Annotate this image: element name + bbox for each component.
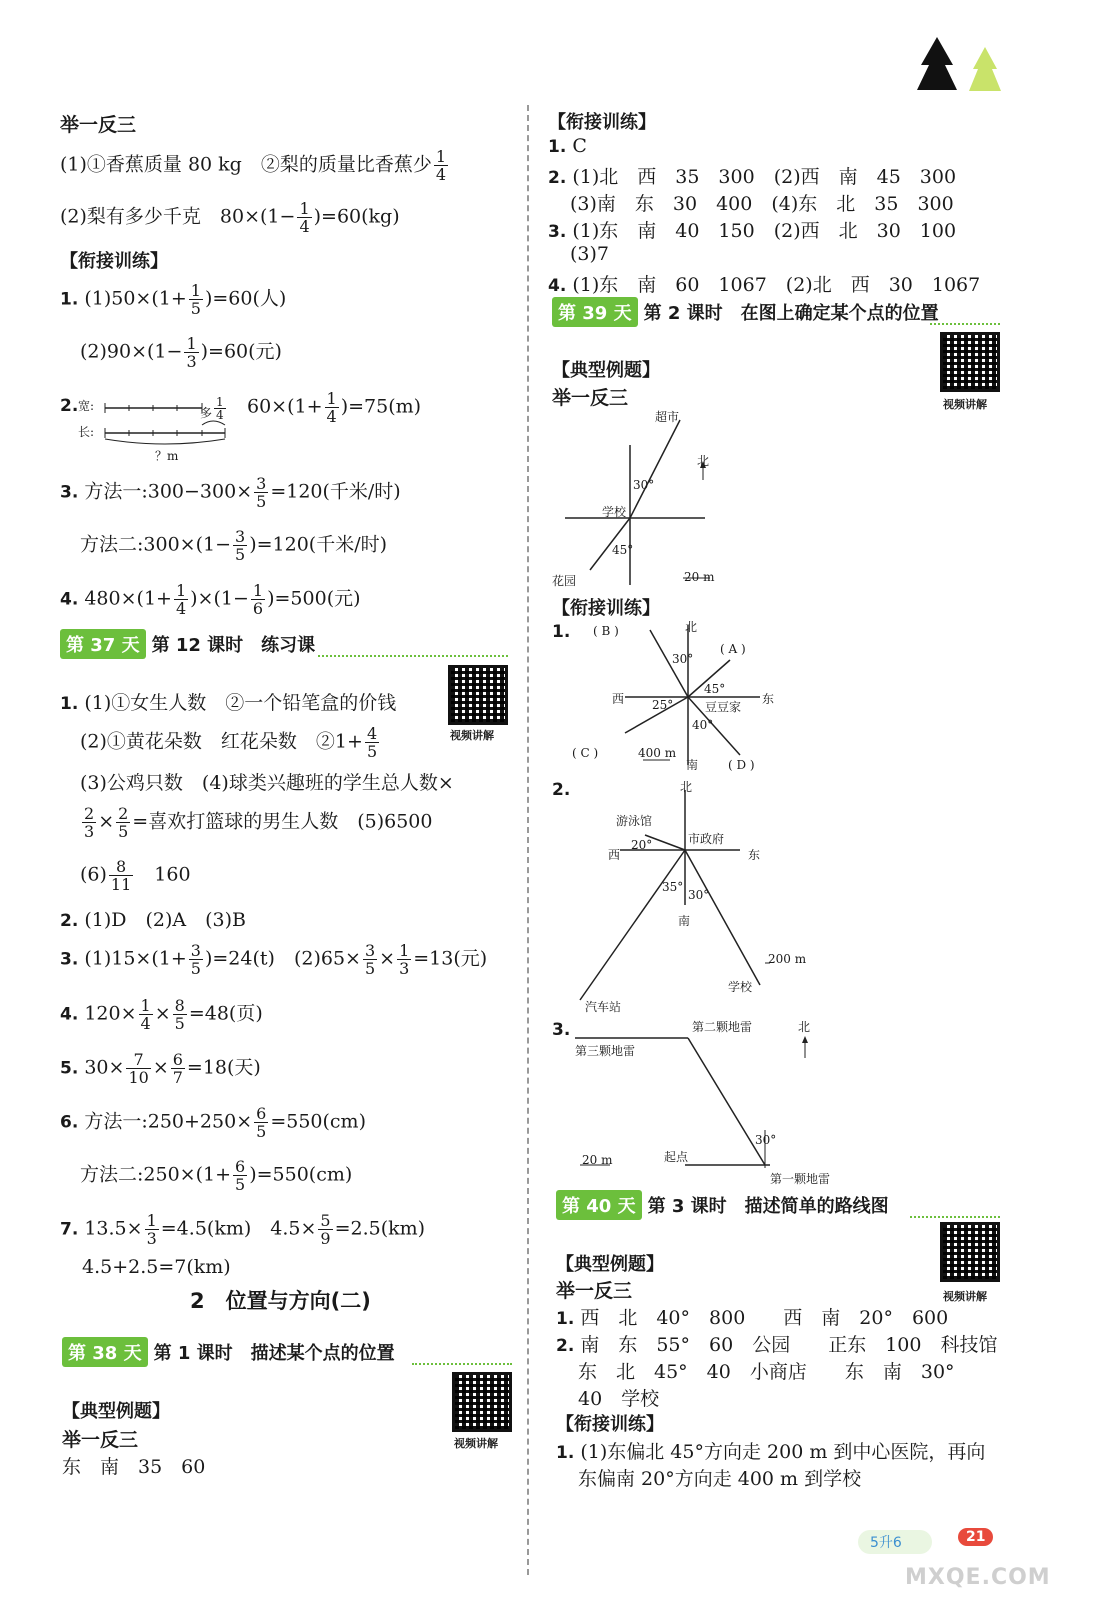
- den: 6: [252, 599, 264, 618]
- day-title: 第 12 课时 练习课: [151, 635, 316, 656]
- label-25: 25°: [652, 698, 674, 712]
- label-north: 北: [680, 780, 693, 794]
- question-number: 2.: [548, 168, 567, 188]
- text: (1)50×: [84, 287, 152, 310]
- label-bus: 汽车站: [585, 1000, 622, 1014]
- text: (1)东 南 40 150 (2)西 北 30 100: [572, 220, 957, 242]
- fraction: [189, 282, 203, 317]
- text: (2)90×: [80, 340, 148, 363]
- right-q3-line1: [548, 216, 956, 243]
- num: 7: [126, 1051, 150, 1069]
- fraction: [318, 1212, 332, 1247]
- fraction: [184, 335, 198, 370]
- num: 8: [109, 858, 133, 876]
- fraction: [212, 396, 228, 421]
- text: 方法一:300−300×: [84, 480, 253, 503]
- num: 1: [140, 996, 151, 1015]
- label-south: 南: [678, 914, 691, 928]
- den: 4: [140, 1014, 151, 1033]
- day-badge: 第 39 天: [552, 297, 638, 327]
- text: 30×: [84, 1056, 125, 1079]
- section-heading-bridge: 【衔接训练】: [556, 1414, 664, 1435]
- text: )=60(元): [200, 340, 282, 363]
- d37-q6-line1: [60, 1105, 366, 1140]
- d37-q1-line5: [80, 858, 191, 893]
- question-number: 1.: [60, 694, 79, 714]
- d37-q3: 3. (1)15×(1+ $\frac{3}{5}$ )=24(t) (2)65× $\frac{3}{5}$ × $\frac{1}{3}$ =13(元): [60, 941, 488, 978]
- num: 1: [186, 334, 197, 353]
- label-D: ( D ): [728, 758, 755, 772]
- fraction: [174, 582, 188, 617]
- section-heading-bridge: 【衔接训练】: [548, 112, 656, 133]
- den: 4: [299, 217, 310, 236]
- text: (1−: [195, 533, 232, 556]
- text: (1+: [151, 947, 187, 970]
- text: )=550(cm): [249, 1163, 353, 1186]
- den: 5: [235, 545, 246, 564]
- left-q2-expr: [247, 390, 421, 425]
- left-q3-line2: [80, 528, 387, 563]
- d37-q7-line2: 4.5+2.5=7(km): [82, 1256, 231, 1278]
- text: 480×: [84, 587, 137, 610]
- fraction: [297, 200, 311, 235]
- num: 6: [172, 1050, 183, 1069]
- num: 3: [235, 527, 246, 546]
- text: )=75(m): [340, 395, 422, 418]
- fraction: [434, 148, 448, 183]
- text: 方法一:250+250×: [84, 1110, 253, 1133]
- left-q1-line1: [60, 282, 286, 317]
- num: 4: [366, 724, 378, 743]
- den: 7: [172, 1068, 183, 1087]
- text: =13(元): [413, 947, 488, 970]
- question-number: 1.: [556, 1443, 575, 1463]
- num: 1: [146, 1211, 157, 1230]
- text: 方法二:300×: [80, 533, 196, 556]
- text: )=120(千米/时): [249, 533, 388, 556]
- text: (1−: [147, 340, 183, 363]
- d37-q6-line2: [80, 1158, 352, 1193]
- label-B: ( B ): [593, 624, 619, 638]
- den: 5: [190, 959, 201, 978]
- day-badge: 第 38 天: [62, 1337, 148, 1367]
- left-line-2: [60, 148, 450, 183]
- text: )=24(t) (2)65×: [204, 947, 361, 970]
- d37-q4: 4. 120× $\frac{1}{4}$ × $\frac{8}{5}$ =48(页): [60, 996, 263, 1033]
- den: 5: [366, 742, 378, 761]
- num: 1: [175, 581, 187, 600]
- tree-logo-icon: [915, 35, 1005, 95]
- more-label: 多: [200, 406, 213, 420]
- fraction: [139, 997, 153, 1032]
- label-20: 20°: [631, 838, 653, 852]
- label-west: 西: [612, 692, 625, 706]
- label-south: 南: [686, 758, 699, 772]
- fraction: [233, 1158, 247, 1193]
- den: 4: [435, 165, 447, 184]
- fraction: [363, 942, 377, 977]
- den: 4: [175, 599, 187, 618]
- question-number: 3.: [60, 949, 79, 970]
- length-label: 长:: [78, 425, 95, 439]
- label-east: 东: [748, 848, 761, 862]
- day-40-header: [556, 1191, 889, 1219]
- num: 6: [256, 1104, 267, 1123]
- fraction: [189, 942, 203, 977]
- label-mine3: 第三颗地雷: [575, 1044, 636, 1058]
- section-heading-example: 【典型例题】: [62, 1401, 170, 1422]
- left-q3-line1: [60, 475, 401, 510]
- question-number: 7.: [60, 1219, 79, 1240]
- d37-q2: [60, 905, 246, 932]
- day-title: 第 3 课时 描述简单的路线图: [647, 1196, 889, 1217]
- text: =550(cm): [270, 1110, 366, 1133]
- d38-answer: 东 南 35 60: [62, 1456, 206, 1478]
- num: 1: [326, 389, 337, 408]
- column-divider: [527, 105, 529, 1575]
- question-number: 4.: [548, 276, 567, 296]
- day-badge: 第 40 天: [556, 1190, 642, 1220]
- d40-a4: 40 学校: [578, 1388, 660, 1410]
- num: 1: [299, 199, 310, 218]
- text: (1)15×: [84, 947, 152, 970]
- label-north: 北: [697, 454, 710, 468]
- text: (1+: [287, 395, 323, 418]
- text: (1+: [195, 1163, 232, 1186]
- num: 2: [118, 804, 129, 823]
- right-q2-line2: (3)南 东 30 400 (4)东 北 35 300: [570, 193, 954, 215]
- text: )=60(人): [204, 287, 287, 310]
- right-q2-line1: [548, 162, 956, 189]
- label-C: ( C ): [572, 746, 599, 760]
- text: 60×: [247, 395, 288, 418]
- qr-label: 视频讲解: [943, 398, 987, 411]
- d37-q1-line3: (3)公鸡只数 (4)球类兴趣班的学生总人数×: [80, 772, 454, 794]
- text: 160: [135, 863, 191, 886]
- num: 3: [190, 941, 201, 960]
- den: 5: [118, 822, 129, 841]
- text: (1)北 西 35 300 (2)西 南 45 300: [572, 166, 957, 188]
- num: 5: [320, 1211, 331, 1230]
- d40-a2: [556, 1330, 997, 1357]
- num: 6: [235, 1157, 246, 1176]
- text: (1)D (2)A (3)B: [84, 909, 247, 931]
- right-q3-line2: (3)7: [570, 243, 610, 265]
- d40-a1: [556, 1303, 948, 1330]
- qr-code-icon[interactable]: [940, 1222, 1000, 1282]
- den: 3: [146, 1229, 157, 1248]
- label-mine1: 第一颗地雷: [770, 1172, 831, 1186]
- qr-label: 视频讲解: [943, 1290, 987, 1303]
- text: )=500(元): [267, 587, 361, 610]
- label-30: 30°: [633, 478, 655, 492]
- question-number: 6.: [60, 1112, 79, 1133]
- fraction: [171, 1051, 185, 1086]
- text: C: [572, 135, 587, 157]
- section-heading-practice: 举一反三: [62, 1429, 139, 1451]
- question-number: 3.: [552, 1020, 571, 1040]
- text: (1)①女生人数 ②一个铅笔盒的价钱: [84, 692, 397, 714]
- unit-title: 2 位置与方向(二): [190, 1289, 371, 1313]
- label-35: 35°: [662, 880, 684, 894]
- den: 5: [235, 1175, 246, 1194]
- question-number: 2.: [556, 1336, 575, 1356]
- num: 1: [216, 395, 224, 409]
- question-number: 3.: [60, 482, 79, 503]
- dotted-rule: [910, 1216, 1000, 1218]
- label-scale: 200 m: [768, 952, 807, 966]
- text: (1)①香蕉质量 80 kg ②梨的质量比香蕉少: [60, 153, 432, 176]
- text: (1−: [213, 587, 249, 610]
- text: =2.5(km): [334, 1217, 426, 1240]
- right-q4: [548, 270, 980, 297]
- num: 3: [256, 474, 267, 493]
- qr-label: 视频讲解: [450, 729, 494, 742]
- day-38-header: [62, 1338, 395, 1366]
- width-label: 宽:: [78, 399, 95, 413]
- den: 4: [216, 408, 224, 422]
- label-market: 超市: [655, 410, 680, 424]
- text: 13.5×: [84, 1217, 143, 1240]
- den: 4: [326, 407, 337, 426]
- label-home: 豆豆家: [705, 700, 742, 714]
- d37-q5: 5. 30× $\frac{7}{10}$ × $\frac{6}{7}$ =18(天): [60, 1050, 261, 1087]
- fraction: [254, 1105, 268, 1140]
- qr-code-icon[interactable]: [448, 665, 508, 725]
- question-number: 2.: [552, 780, 571, 800]
- text: =18(天): [186, 1056, 261, 1079]
- qr-code-icon[interactable]: [452, 1372, 512, 1432]
- day-badge: 第 37 天: [60, 629, 146, 659]
- label-45: 45°: [612, 543, 634, 557]
- dotted-rule: [412, 1363, 512, 1365]
- num: 1: [252, 581, 264, 600]
- unknown-label: ？m: [155, 449, 179, 463]
- label-A: ( A ): [720, 642, 746, 656]
- label-scale: 400 m: [638, 746, 677, 760]
- label-school: 学校: [602, 505, 627, 519]
- question-number: 2.: [60, 396, 79, 416]
- label-mine2: 第二颗地雷: [692, 1020, 753, 1034]
- dotted-rule: [930, 323, 1000, 325]
- den: 10: [128, 1068, 149, 1087]
- question-number: 4.: [60, 589, 79, 610]
- num: 1: [399, 941, 410, 960]
- text: (1+: [136, 587, 172, 610]
- num: 1: [190, 281, 201, 300]
- label-30: 30°: [672, 652, 694, 666]
- fraction: [251, 582, 265, 617]
- d40-b1: [556, 1437, 985, 1464]
- d37-q7-line1: [60, 1212, 425, 1247]
- text: (1)东偏北 45°方向走 200 m 到中心医院，再向: [580, 1441, 986, 1463]
- text: (6): [80, 863, 107, 886]
- den: 5: [174, 1014, 185, 1033]
- text: 方法二:250×: [80, 1163, 196, 1186]
- label-30: 30°: [755, 1133, 777, 1147]
- num: 3: [364, 941, 376, 960]
- qr-label: 视频讲解: [454, 1437, 498, 1450]
- fraction: [82, 805, 96, 840]
- label-north: 北: [685, 620, 698, 634]
- day-title: 第 1 课时 描述某个点的位置: [153, 1343, 395, 1364]
- question-number: 1.: [556, 1309, 575, 1329]
- d37-q1-line4: $\frac{2}{3}$ × $\frac{2}{5}$ =喜欢打篮球的男生人数 (5)6500: [84, 804, 433, 841]
- label-pool: 游泳馆: [616, 814, 653, 828]
- den: 5: [256, 492, 267, 511]
- text: =喜欢打篮球的男生人数 (5)6500: [132, 810, 433, 833]
- fraction: [116, 805, 130, 840]
- d40-a3: 东 北 45° 40 小商店 东 南 30°: [578, 1361, 955, 1383]
- label-east: 东: [762, 692, 775, 706]
- question-number: 1.: [552, 622, 571, 642]
- section-heading-practice: 举一反三: [552, 387, 629, 409]
- text: (1)东 南 60 1067 (2)北 西 30 1067: [572, 274, 981, 296]
- day-39-header: [552, 298, 939, 326]
- question-number: 1.: [60, 289, 79, 310]
- page-number: 21: [958, 1528, 993, 1546]
- label-city: 市政府: [688, 832, 725, 846]
- text: )=60(kg): [313, 205, 400, 228]
- left-q1-line2: [80, 335, 282, 370]
- section-heading-bridge: 【衔接训练】: [60, 251, 168, 272]
- right-q1: [548, 135, 587, 157]
- fraction: [173, 997, 187, 1032]
- fraction: [254, 475, 268, 510]
- fraction: [233, 528, 247, 563]
- num: 1: [435, 147, 447, 166]
- fraction: [397, 942, 411, 977]
- den: 3: [399, 959, 410, 978]
- num: 8: [174, 996, 185, 1015]
- label-west: 西: [608, 848, 621, 862]
- question-number: 1.: [548, 137, 567, 157]
- text: 西 北 40° 800 西 南 20° 600: [580, 1307, 949, 1329]
- text: )×: [190, 587, 214, 610]
- question-number: 4.: [60, 1004, 79, 1025]
- den: 5: [190, 299, 201, 318]
- den: 11: [110, 875, 132, 894]
- text: (1−: [260, 205, 296, 228]
- den: 5: [256, 1122, 267, 1141]
- label-scale: 20 m: [684, 570, 715, 584]
- label-30: 30°: [688, 888, 710, 902]
- left-q4: [60, 582, 361, 617]
- left-line-3: [60, 200, 400, 235]
- label-garden: 花园: [552, 574, 577, 588]
- day-37-header: [60, 630, 315, 658]
- den: 3: [84, 822, 95, 841]
- label-scale: 20 m: [582, 1153, 613, 1167]
- fraction: [365, 725, 379, 760]
- text: =120(千米/时): [270, 480, 401, 503]
- label-north: 北: [798, 1020, 811, 1034]
- label-45: 45°: [704, 682, 726, 696]
- dotted-rule: [318, 655, 508, 657]
- text: =4.5(km) 4.5×: [160, 1217, 317, 1240]
- question-number: 5.: [60, 1058, 79, 1079]
- text: 南 东 55° 60 公园 正东 100 科技馆: [580, 1334, 998, 1356]
- label-start: 起点: [664, 1150, 689, 1164]
- watermark: MXQE.COM: [905, 1565, 1051, 1590]
- den: 9: [320, 1229, 331, 1248]
- school-direction-diagram: [555, 405, 735, 590]
- section-heading-example: 【典型例题】: [552, 360, 660, 381]
- question-number: 3.: [548, 222, 567, 242]
- left-heading-1: 举一反三: [60, 114, 137, 136]
- question-number: 2.: [60, 911, 79, 931]
- label-school: 学校: [728, 980, 753, 994]
- section-heading-bridge: 【衔接训练】: [552, 598, 660, 619]
- d40-b2: 东偏南 20°方向走 400 m 到学校: [578, 1468, 862, 1490]
- city-hall-diagram: [570, 785, 770, 1010]
- fraction: [325, 390, 339, 425]
- grade-badge: 5升6: [858, 1530, 932, 1554]
- text: (2)①黄花朵数 红花朵数 ②1+: [80, 730, 363, 753]
- den: 3: [186, 352, 197, 371]
- label-40: 40°: [692, 718, 714, 732]
- d37-q1-line1: [60, 688, 396, 715]
- text: 120×: [84, 1002, 137, 1025]
- fraction: [145, 1212, 159, 1247]
- d37-q1-line2: [80, 725, 381, 760]
- section-heading-practice: 举一反三: [556, 1280, 633, 1302]
- text: (1+: [151, 287, 187, 310]
- fraction: [109, 858, 133, 893]
- fraction: [126, 1051, 150, 1086]
- day-title: 第 2 课时 在图上确定某个点的位置: [643, 303, 939, 324]
- text: (2)梨有多少千克 80×: [60, 205, 261, 228]
- section-heading-example: 【典型例题】: [556, 1254, 664, 1275]
- text: =48(页): [188, 1002, 263, 1025]
- den: 5: [364, 959, 376, 978]
- num: 2: [84, 804, 95, 823]
- qr-code-icon[interactable]: [940, 332, 1000, 392]
